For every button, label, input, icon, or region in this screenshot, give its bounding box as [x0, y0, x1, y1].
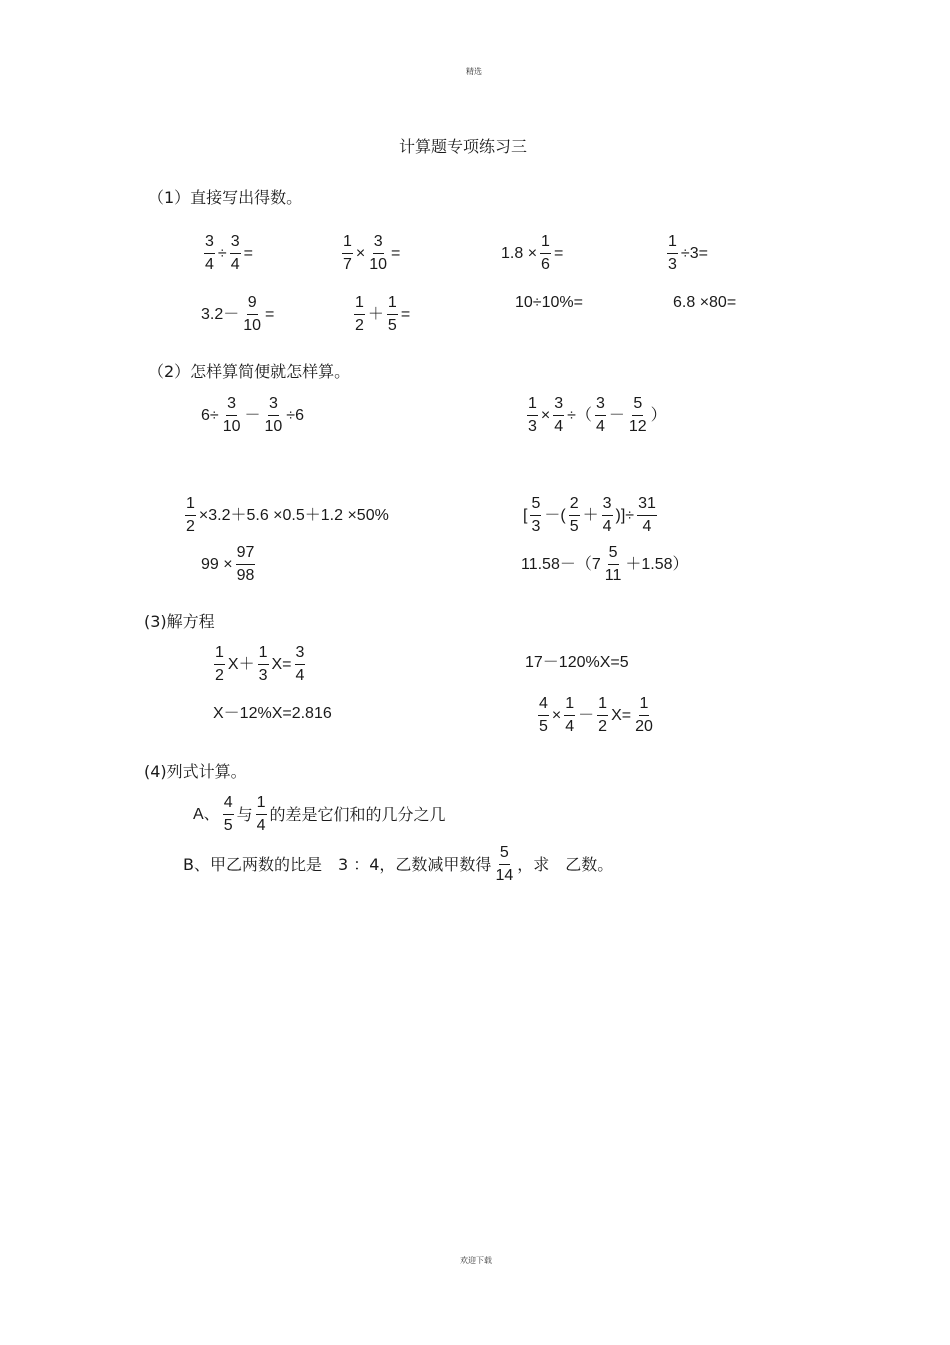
fraction-denominator: 4	[230, 256, 240, 273]
expr-text: 3.2－	[201, 305, 240, 323]
fraction	[602, 496, 613, 535]
fraction	[204, 234, 215, 273]
problem-4-b	[182, 845, 614, 884]
fraction-numerator: 1	[387, 295, 398, 315]
fraction-denominator: 3	[668, 256, 677, 273]
fraction-numerator: 2	[569, 496, 580, 516]
fraction-denominator: 14	[495, 867, 514, 884]
fraction-numerator: 3	[602, 496, 613, 516]
expr-text: B、甲乙两数的比是 3 ：4，乙数减甲数得	[183, 854, 492, 874]
fraction-numerator: 1	[540, 234, 551, 254]
problem-1-1	[202, 234, 254, 273]
fraction-numerator: 3	[226, 396, 237, 416]
fraction-denominator: 12	[628, 418, 647, 435]
problem-2-4	[522, 496, 659, 535]
fraction-denominator: 10	[264, 418, 283, 435]
fraction-numerator: 5	[632, 396, 643, 416]
expr-text: X=	[611, 706, 632, 724]
fraction-denominator: 5	[387, 317, 397, 334]
fraction-denominator: 11	[604, 567, 622, 584]
fraction-denominator: 6	[541, 256, 550, 273]
fraction	[230, 234, 241, 273]
fraction-denominator: 3	[528, 418, 537, 435]
problem-3-2	[524, 655, 630, 671]
expr-text: 99 ×	[201, 555, 233, 573]
fraction	[569, 496, 580, 535]
problem-3-3	[212, 706, 333, 722]
fraction-denominator: 2	[215, 667, 224, 684]
fraction-numerator: 5	[608, 545, 619, 565]
fraction	[223, 795, 234, 834]
fraction-denominator: 4	[295, 667, 305, 684]
expr-text: ）	[650, 406, 667, 424]
page-title: 计算题专项练习三	[399, 137, 528, 156]
expr-text: [	[523, 506, 528, 524]
fraction-numerator: 9	[247, 295, 258, 315]
expr-text: 10÷10%=	[515, 294, 583, 311]
fraction-denominator: 4	[205, 256, 214, 273]
fraction	[264, 396, 284, 435]
fraction	[368, 234, 388, 273]
expr-text: 6÷	[201, 406, 219, 424]
expr-text: ＋	[582, 506, 599, 524]
expr-text: －	[608, 406, 625, 424]
expr-text: 1.8 ×	[501, 244, 538, 262]
fraction-numerator: 1	[354, 295, 365, 315]
fraction-numerator: 3	[595, 396, 606, 416]
problem-1-2	[340, 234, 401, 273]
fraction	[342, 234, 353, 273]
expr-text: ×	[551, 706, 562, 724]
fraction-numerator: 97	[236, 545, 256, 565]
fraction-numerator: 1	[342, 234, 353, 254]
fraction-denominator: 4	[602, 518, 612, 535]
fraction-numerator: 3	[373, 234, 384, 254]
fraction	[637, 496, 657, 535]
fraction-numerator: 1	[214, 645, 225, 665]
fraction-numerator: 5	[499, 845, 510, 865]
expr-text: X－12%X=2.816	[213, 705, 332, 722]
fraction-denominator: 10	[222, 418, 241, 435]
expr-text: =	[400, 305, 411, 323]
fraction	[236, 545, 256, 584]
problem-2-3	[183, 496, 390, 535]
fraction-denominator: 5	[539, 718, 548, 735]
fraction	[494, 845, 514, 884]
fraction-numerator: 5	[530, 496, 541, 516]
fraction-denominator: 4	[256, 817, 266, 834]
fraction-denominator: 7	[343, 256, 352, 273]
section-3-heading: (3)解方程	[144, 612, 215, 631]
section-1-heading: （1）直接写出得数。	[148, 188, 303, 207]
expr-text: －	[578, 706, 595, 724]
expr-text: )]÷	[615, 506, 635, 524]
expr-text: 与	[236, 804, 253, 824]
problem-2-1	[200, 396, 305, 435]
fraction-numerator: 4	[538, 696, 549, 716]
fraction-numerator: 1	[667, 234, 678, 254]
expr-text: A、	[193, 805, 220, 823]
expr-text: ＋1.58）	[625, 555, 689, 573]
expr-text: ×3.2＋5.6 ×0.5＋1.2 ×50%	[198, 506, 389, 524]
fraction	[540, 234, 551, 273]
expr-text: X=	[271, 655, 292, 673]
problem-3-1	[212, 645, 307, 684]
fraction-denominator: 3	[531, 518, 541, 535]
fraction	[256, 795, 267, 834]
fraction-numerator: 1	[564, 696, 575, 716]
problem-1-5	[200, 295, 275, 334]
problem-1-4	[665, 234, 709, 273]
page-footer: 欢迎下载	[460, 1256, 492, 1265]
section-4-heading: (4)列式计算。	[144, 762, 247, 781]
fraction-denominator: 4	[554, 418, 564, 435]
expr-text: －(	[544, 506, 566, 524]
fraction	[628, 396, 648, 435]
fraction	[295, 645, 306, 684]
expr-text: X＋	[227, 655, 255, 673]
fraction-numerator: 1	[527, 396, 538, 416]
fraction	[258, 645, 269, 684]
fraction-numerator: 1	[639, 696, 650, 716]
expr-text: ÷6	[286, 406, 304, 424]
problem-4-a	[192, 795, 447, 834]
fraction	[242, 295, 262, 334]
expr-text: =	[243, 244, 253, 262]
expr-text: ÷（	[567, 406, 592, 424]
fraction-numerator: 3	[553, 396, 564, 416]
fraction-denominator: 2	[598, 718, 608, 735]
fraction-denominator: 4	[565, 718, 575, 735]
problem-1-6	[352, 295, 411, 334]
expr-text: 的差是它们和的几分之几	[269, 804, 446, 824]
expr-text: =	[553, 244, 564, 262]
problem-2-5	[200, 545, 257, 584]
fraction	[667, 234, 678, 273]
fraction-denominator: 10	[243, 317, 262, 334]
fraction	[634, 696, 654, 735]
expr-text: ，求 乙数。	[517, 854, 614, 874]
expr-text: ÷	[217, 244, 227, 262]
fraction-numerator: 1	[256, 795, 267, 815]
problem-1-7	[514, 295, 584, 311]
fraction-numerator: 1	[185, 496, 196, 516]
fraction-numerator: 3	[204, 234, 215, 254]
fraction-denominator: 2	[186, 518, 195, 535]
fraction-numerator: 1	[258, 645, 269, 665]
problem-2-2	[525, 396, 668, 435]
expr-text: 17－120%X=5	[525, 654, 629, 671]
fraction-numerator: 31	[637, 496, 657, 516]
fraction-denominator: 3	[258, 667, 268, 684]
expr-text: ×	[540, 406, 551, 424]
fraction	[185, 496, 196, 535]
expr-text: =	[391, 244, 401, 262]
fraction	[604, 545, 623, 584]
fraction	[595, 396, 606, 435]
fraction	[597, 696, 608, 735]
fraction	[222, 396, 242, 435]
section-2-heading: （2）怎样算简便就怎样算。	[148, 362, 351, 381]
fraction	[387, 295, 398, 334]
problem-2-6	[520, 545, 690, 584]
expr-text: ＋	[367, 305, 384, 323]
expr-text: =	[265, 305, 275, 323]
fraction-denominator: 98	[236, 567, 255, 584]
page-header: 精选	[466, 67, 482, 76]
problem-3-4	[536, 696, 656, 735]
expr-text: ×	[355, 244, 366, 262]
fraction	[214, 645, 225, 684]
fraction-numerator: 3	[295, 645, 306, 665]
fraction-denominator: 4	[595, 418, 605, 435]
fraction	[530, 496, 541, 535]
fraction-numerator: 3	[230, 234, 241, 254]
expr-text: －	[244, 406, 261, 424]
problem-1-8	[672, 295, 737, 311]
fraction	[527, 396, 538, 435]
fraction	[553, 396, 564, 435]
fraction	[354, 295, 365, 334]
problem-1-3	[500, 234, 564, 273]
fraction-denominator: 10	[369, 256, 388, 273]
expr-text: 6.8 ×80=	[673, 294, 737, 311]
fraction	[564, 696, 575, 735]
fraction-denominator: 5	[569, 518, 579, 535]
fraction-denominator: 4	[642, 518, 652, 535]
expr-text: 11.58－（7	[521, 555, 601, 573]
fraction-denominator: 5	[223, 817, 233, 834]
fraction-denominator: 20	[635, 718, 653, 735]
fraction-numerator: 1	[597, 696, 608, 716]
fraction	[538, 696, 549, 735]
fraction-numerator: 3	[268, 396, 279, 416]
expr-text: ÷3=	[680, 244, 708, 262]
fraction-denominator: 2	[355, 317, 364, 334]
fraction-numerator: 4	[223, 795, 234, 815]
